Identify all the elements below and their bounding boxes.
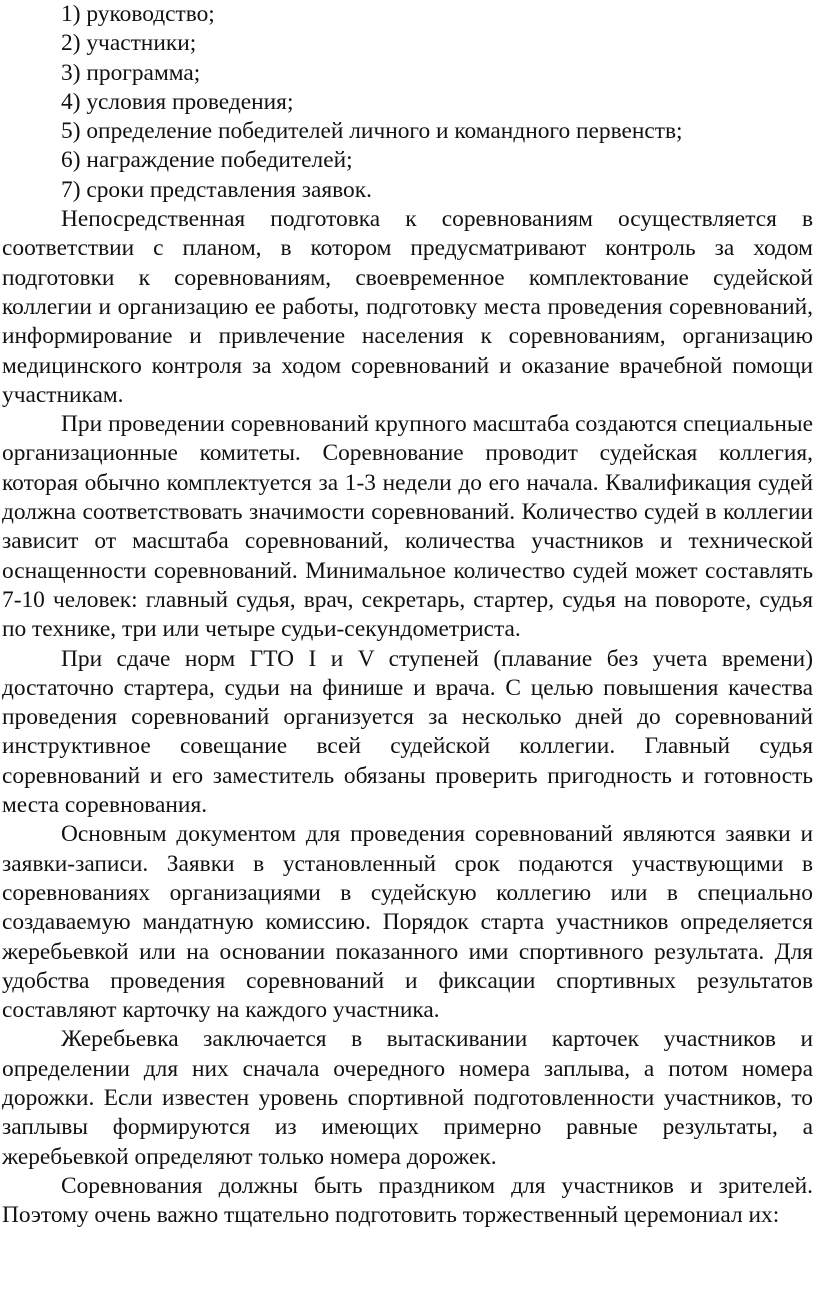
list-item-text: руководство; (86, 1, 215, 27)
list-item-text: условия проведения; (86, 88, 294, 115)
list-item (2, 146, 813, 175)
paragraph-judges: При проведении соревнований крупного масштаба создаются специальные организационные комитеты. Соревнование проводит судейская коллегия, которая обычно комплектуется за 1-3 недели до его начала. Квалификация судей должна соответствовать значимости соревнований. Количество судей в коллегии зависит от масштаба соревнований, количества участников и технической оснащенности соревнований. Минимальное количество судей может составлять 7-10 человек: главный судья, врач, секретарь, стартер, судья на повороте, судья по технике, три или четыре судьи-секундометриста. (2, 411, 813, 643)
organization-items-list (2, 0, 813, 205)
paragraph-ceremony: Соревнования должны быть праздником для участников и зрителей. Поэтому очень важно тщательно подготовить торжественный церемониал их: (2, 1172, 813, 1229)
list-item-number: 6) (61, 147, 81, 174)
list-item (2, 59, 813, 88)
list-item-text: сроки представления заявок. (86, 176, 372, 203)
paragraph-preparation: Непосредственная подготовка к соревнованиям осуществляется в соответствии с планом, в котором предусматривают контроль за ходом подготовки к соревнованиям, своевременное комплектование судейской коллегии и организацию ее работы, подготовку места проведения соревнований, информирование и привлечение населения к соревнованиям, организацию медицинского контроля за ходом соревнований и оказание врачебной помощи участникам. (2, 206, 813, 408)
list-item-number: 4) (61, 88, 81, 115)
paragraph-gto: При сдаче норм ГТО I и V ступеней (плавание без учета времени) достаточно стартера, судьи на финише и врача. С целью повышения качества проведения соревнований организуется за несколько дней до соревнований инструктивное совещание всей судейской коллегии. Главный судья соревнований и его заместитель обязаны проверить пригодность и готовность места соревнования. (2, 645, 813, 819)
list-item-text: участники; (86, 30, 197, 57)
list-item-number: 2) (61, 30, 81, 57)
list-item-text: программа; (86, 59, 201, 86)
document-page (2, 0, 813, 1230)
list-item (2, 88, 813, 117)
paragraph-draw: Жеребьевка заключается в вытаскивании карточек участников и определении для них сначала очередного номера заплыва, а потом номера дорожки. Если известен уровень спортивной подготовленности участников, то заплывы формируются из имеющих примерно равные результаты, а жеребьевкой определяют только номера дорожек. (2, 1026, 813, 1170)
list-item (2, 29, 813, 58)
paragraph-applications: Основным документом для проведения соревнований являются заявки и заявки-записи. Заявки в установленный срок подаются участвующими в соревнованиях организациями в судейскую коллегию или в специально создаваемую мандатную комиссию. Порядок старта участников определяется жеребьевкой или на основании показанного ими спортивного результата. Для удобства проведения соревнований и фиксации спортивных результатов составляют карточку на каждого участника. (2, 821, 813, 1024)
list-item-number: 5) (61, 118, 81, 145)
list-item-number: 3) (61, 59, 81, 86)
list-item-text: награждение победителей; (86, 147, 353, 174)
list-item-number: 7) (61, 176, 81, 203)
list-item-number: 1) (61, 1, 81, 27)
list-item-text: определение победителей личного и командного первенств; (86, 118, 683, 145)
list-item (2, 0, 813, 29)
list-item (2, 176, 813, 205)
list-item (2, 117, 813, 146)
